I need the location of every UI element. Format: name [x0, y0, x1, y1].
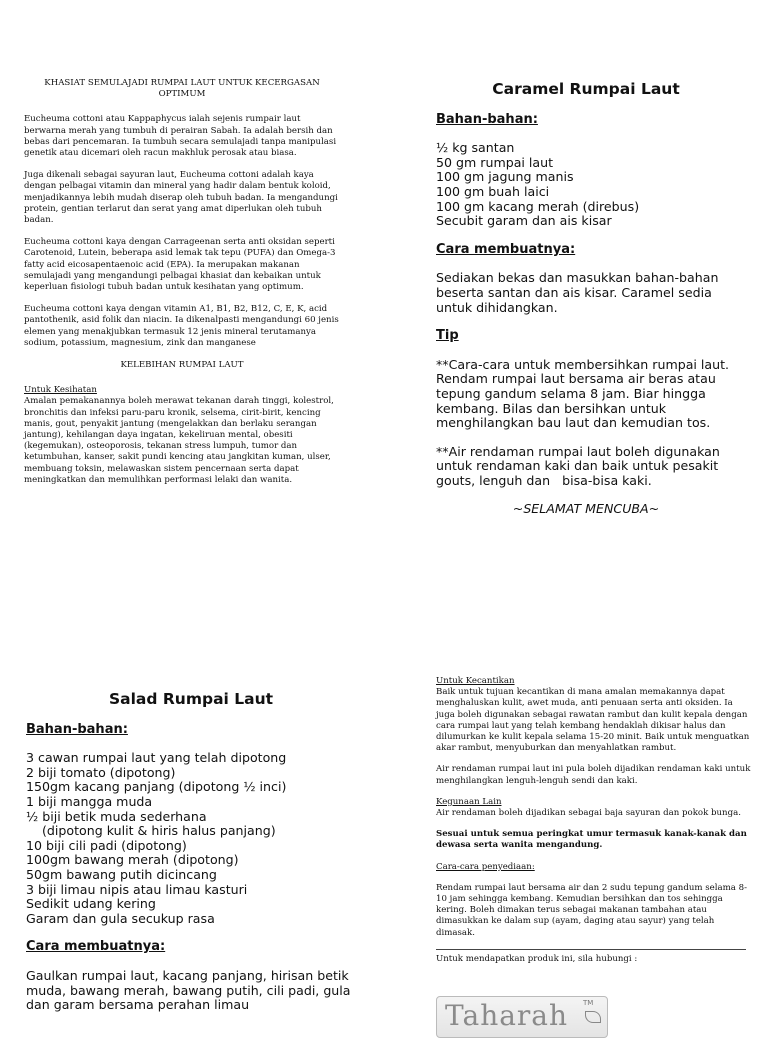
ingredient-item: 2 biji tomato (dipotong) [26, 764, 176, 780]
ingredient-item: ½ biji betik muda sederhana [26, 808, 207, 824]
tip-label: Tip [436, 328, 459, 344]
ingredient-item: 3 biji limau nipis atau limau kasturi [26, 881, 248, 897]
ingredient-item: 50 gm rumpai laut [436, 154, 554, 170]
paragraph: Eucheuma cottoni kaya dengan vitamin A1, B1, B2, B12, C, E, K, acid pantothenik, asid folik dan niacin. Ia dikenalpasti mengandungi 60 jenis elemen yang menakjubkan termasuk 12 jenis mineral terutamanya sodium, potassium, magnesium, zink dan manganese [24, 304, 339, 348]
recipe-title: Caramel Rumpai Laut [492, 80, 680, 98]
ingredient-item: 50gm bawang putih dicincang [26, 866, 217, 882]
contact-text: Untuk mendapatkan produk ini, sila hubungi : [436, 953, 638, 964]
article-title: KHASIAT SEMULAJADI RUMPAI LAUT UNTUK KECERGASAN OPTIMUM [44, 78, 320, 100]
beauty-label: Untuk Kecantikan [436, 676, 515, 686]
ingredients-list [436, 141, 736, 229]
ingredient-item: ½ kg santan [436, 140, 515, 156]
article-benefits [24, 78, 340, 486]
method-label: Cara membuatnya: [436, 241, 576, 257]
soak-text: Air rendaman rumpai laut ini pula boleh dijadikan rendaman kaki untuk menghilangkan lenguh-lenguh sendi dan kaki. [436, 764, 751, 786]
health-label: Untuk Kesihatan [24, 385, 97, 396]
ingredient-item: 100 gm jagung manis [436, 169, 574, 185]
ingredient-item: Garam dan gula secukup rasa [26, 910, 215, 926]
ingredients-list [26, 751, 356, 926]
ingredients-label: Bahan-bahan: [436, 111, 538, 127]
other-uses-text: Air rendaman boleh dijadikan sebagai baja sayuran dan pokok bunga. [436, 808, 741, 819]
ingredients-label: Bahan-bahan: [26, 721, 128, 737]
ingredient-item: Secubit garam dan ais kisar [436, 213, 612, 229]
closing-text: ~SELAMAT MENCUBA~ [512, 501, 660, 517]
method-text: Gaulkan rumpai laut, kacang panjang, hirisan betik muda, bawang merah, bawang putih, cili padi, gula dan garam bersama perahan limau [26, 967, 351, 1013]
logo-text: Taharah [445, 999, 569, 1032]
ingredient-item: Sedikit udang kering [26, 896, 156, 912]
other-uses-label: Kegunaan Lain [436, 796, 502, 807]
prep-text: Rendam rumpai laut bersama air dan 2 sudu tepung gandum selama 8-10 jam sehingga kembang. Kemudian bersihkan dan tos sehingga kering. Boleh dimakan terus sebagai makanan tambahan atau dimasukkan ke dalam sup (ayam, daging atau sayur) yang telah dimasak. [436, 882, 747, 938]
paragraph: Juga dikenali sebagai sayuran laut, Eucheuma cottoni adalah kaya dengan pelbagai vitamin dan mineral yang hadir dalam bentuk koloid, menjadikannya lebih mudah diserap oleh tubuh badan. Ia mengandungi protein, gentian terlarut dan serat yang amat diperlukan oleh tubuh badan. [24, 170, 338, 226]
recipe-caramel [436, 78, 736, 517]
ingredient-item: 100 gm buah laici [436, 183, 550, 199]
beauty-text: Baik untuk tujuan kecantikan di mana amalan memakannya dapat menghaluskan kulit, awet muda, anti penuaan serta anti oksiden. Ia juga boleh digunakan sebagai rawatan rambut dan kulit kepala dengan cara rumpai laut yang telah kembang hendaklah dikisar halus dan dilumurkan ke kulit kepala selama 15-20 minit. Baik untuk menguatkan akar rambut, menyuburkan dan menyahlatkan rambut. [436, 687, 750, 754]
ingredient-item: 100gm bawang merah (dipotong) [26, 852, 239, 868]
article-uses [436, 676, 752, 965]
prep-label: Cara-cara penyediaan: [436, 861, 535, 872]
tip-text: **Cara-cara untuk membersihkan rumpai laut. Rendam rumpai laut bersama air beras atau tepung gandum selama 8 jam. Biar hingga kembang. Bilas dan bersihkan untuk menghilangkan bau laut dan kemudian tos. [436, 356, 730, 431]
ingredient-item: 100 gm kacang merah (direbus) [436, 198, 640, 214]
suitability-text: Sesuai untuk semua peringkat umur termasuk kanak-kanak dan dewasa serta wanita mengandung. [436, 829, 747, 851]
ingredient-item: (dipotong kulit & hiris halus panjang) [42, 823, 276, 839]
recipe-salad [26, 692, 356, 1013]
tip-text: **Air rendaman rumpai laut boleh digunakan untuk rendaman kaki dan baik untuk pesakit gouts, lenguh dan bisa-bisa kaki. [436, 443, 724, 488]
ingredient-item: 150gm kacang panjang (dipotong ½ inci) [26, 779, 287, 795]
paragraph: Eucheuma cottoni kaya dengan Carrageenan serta anti oksidan seperti Carotenoid, Lutein, beberapa asid lemak tak tepu (PUFA) dan Omega-3 fatty acid eicosapentaenoic acid (EPA). Ia merupakan makanan semulajadi yang mengandungi pelbagai khasiat dan kebaikan untuk keperluan fisiologi tubuh badan untuk kesihatan yang optimum. [24, 237, 336, 293]
divider [436, 949, 746, 950]
ingredient-item: 10 biji cili padi (dipotong) [26, 837, 187, 853]
method-text: Sediakan bekas dan masukkan bahan-bahan beserta santan dan ais kisar. Caramel sedia untuk dihidangkan. [436, 270, 719, 315]
health-text: Amalan pemakanannya boleh merawat tekanan darah tinggi, kolestrol, bronchitis dan infeksi paru-paru kronik, selsema, cirit-birit, kencing manis, gout, penyakit jantung (mengelakkan dan berlaku serangan jantung), kehilangan daya ingatan, kekeliruan mental, obesiti (kegemukan), osteoporosis, tekanan stress lumpuh, tumor dan ketumbuhan, kanser, sakit pundi kencing atau jangkitan kuman, ulser, membuang toksin, melawaskan sistem pencernaan serta dapat meningkatkan dan memulihkan performasi lelaki dan wanita. [24, 396, 334, 485]
logo-trademark: TM [583, 999, 594, 1007]
ingredient-item: 1 biji mangga muda [26, 793, 153, 809]
recipe-title: Salad Rumpai Laut [108, 690, 274, 708]
brand-logo [436, 996, 608, 1038]
section-title: KELEBIHAN RUMPAI LAUT [120, 360, 244, 371]
ingredient-item: 3 cawan rumpai laut yang telah dipotong [26, 750, 287, 766]
method-label: Cara membuatnya: [26, 939, 166, 955]
leaf-icon [585, 1011, 601, 1023]
paragraph: Eucheuma cottoni atau Kappaphycus ialah sejenis rumpair laut berwarna merah yang tumbuh di perairan Sabah. Ia adalah bersih dan bebas dari pencemaran. Ia tumbuh secara semulajadi tanpa manipulasi genetik atau dicemari oleh racun makhluk perosak atau biasa. [24, 114, 337, 159]
